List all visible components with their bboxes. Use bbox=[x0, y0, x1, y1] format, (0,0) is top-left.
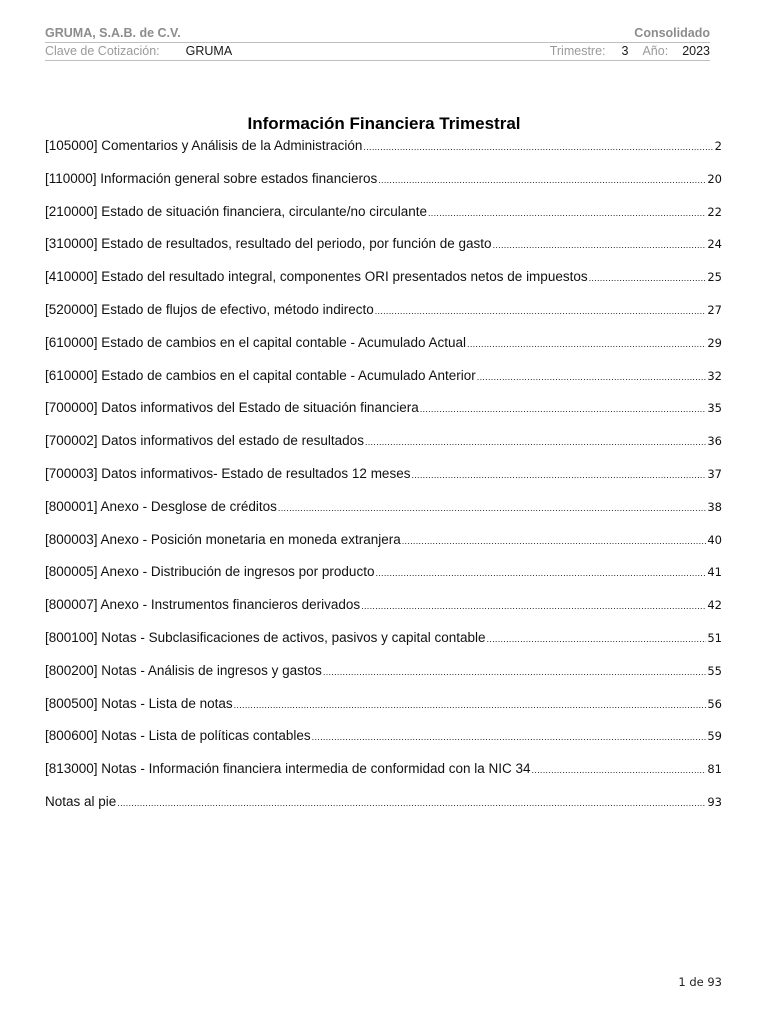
toc-entry-label[interactable]: [813000] Notas - Información financiera intermedia de conformidad con la NIC 34 bbox=[45, 761, 531, 777]
toc-entry-page[interactable]: 81 bbox=[707, 762, 722, 777]
toc-entry[interactable] bbox=[45, 761, 722, 794]
toc-entry-page[interactable]: 22 bbox=[707, 204, 722, 219]
toc-entry[interactable] bbox=[45, 400, 722, 433]
toc-dot-leader bbox=[361, 601, 706, 611]
toc-dot-leader bbox=[278, 503, 706, 513]
toc-entry-page[interactable]: 35 bbox=[707, 401, 722, 416]
toc-dot-leader bbox=[402, 536, 707, 546]
toc-entry-label[interactable]: [800500] Notas - Lista de notas bbox=[45, 695, 233, 711]
toc-dot-leader bbox=[234, 700, 707, 710]
toc-dot-leader bbox=[117, 798, 706, 808]
toc-entry[interactable] bbox=[45, 171, 722, 204]
toc-entry-label[interactable]: Notas al pie bbox=[45, 793, 117, 809]
toc-entry-page[interactable]: 38 bbox=[707, 499, 722, 514]
toc-entry[interactable] bbox=[45, 138, 722, 171]
toc-entry[interactable] bbox=[45, 302, 722, 335]
toc-entry[interactable] bbox=[45, 696, 722, 729]
document-title: Información Financiera Trimestral bbox=[247, 114, 521, 133]
year-value: 2023 bbox=[682, 44, 710, 58]
toc-entry[interactable] bbox=[45, 630, 722, 663]
toc-entry-label[interactable]: [210000] Estado de situación financiera, circulante/no circulante bbox=[45, 203, 427, 219]
toc-entry-label[interactable]: [800003] Anexo - Posición monetaria en moneda extranjera bbox=[45, 531, 401, 547]
ticker-label: Clave de Cotización: bbox=[45, 44, 160, 58]
toc-entry-page[interactable]: 27 bbox=[707, 302, 722, 317]
quarter-label: Trimestre: bbox=[549, 44, 606, 58]
toc-entry-label[interactable]: [800100] Notas - Subclasificaciones de activos, pasivos y capital contable bbox=[45, 629, 486, 645]
toc-entry-label[interactable]: [800200] Notas - Análisis de ingresos y gastos bbox=[45, 662, 322, 678]
toc-entry-label[interactable]: [520000] Estado de flujos de efectivo, método indirecto bbox=[45, 301, 374, 317]
toc-entry[interactable] bbox=[45, 564, 722, 597]
toc-entry-page[interactable]: 42 bbox=[707, 598, 722, 613]
toc-entry[interactable] bbox=[45, 663, 722, 696]
toc-dot-leader bbox=[420, 404, 707, 414]
toc-dot-leader bbox=[467, 339, 706, 349]
toc-entry-page[interactable]: 40 bbox=[707, 532, 722, 547]
toc-entry[interactable] bbox=[45, 204, 722, 237]
toc-entry[interactable] bbox=[45, 368, 722, 401]
table-of-contents bbox=[45, 138, 722, 827]
toc-entry-page[interactable]: 51 bbox=[707, 630, 722, 645]
toc-entry-page[interactable]: 56 bbox=[707, 696, 722, 711]
toc-entry-label[interactable]: [610000] Estado de cambios en el capital contable - Acumulado Anterior bbox=[45, 367, 476, 383]
toc-entry-page[interactable]: 2 bbox=[714, 139, 722, 153]
toc-entry-page[interactable]: 93 bbox=[707, 794, 722, 809]
toc-dot-leader bbox=[428, 208, 706, 218]
toc-entry-label[interactable]: [800001] Anexo - Desglose de créditos bbox=[45, 498, 277, 514]
toc-entry-label[interactable]: [110000] Información general sobre estados financieros bbox=[45, 170, 378, 186]
toc-dot-leader bbox=[411, 470, 706, 480]
toc-dot-leader bbox=[375, 306, 707, 316]
toc-entry-page[interactable]: 37 bbox=[707, 466, 722, 481]
toc-entry-label[interactable]: [610000] Estado de cambios en el capital contable - Acumulado Actual bbox=[45, 334, 467, 350]
toc-entry-page[interactable]: 20 bbox=[707, 171, 722, 186]
toc-entry-page[interactable]: 36 bbox=[707, 434, 722, 449]
toc-dot-leader bbox=[375, 568, 706, 578]
toc-entry-label[interactable]: [700003] Datos informativos- Estado de resultados 12 meses bbox=[45, 465, 411, 481]
toc-entry[interactable] bbox=[45, 433, 722, 466]
toc-dot-leader bbox=[493, 240, 707, 250]
toc-entry[interactable] bbox=[45, 236, 722, 269]
toc-entry-page[interactable]: 32 bbox=[707, 368, 722, 383]
toc-entry-page[interactable]: 25 bbox=[707, 270, 722, 285]
report-scope: Consolidado bbox=[634, 26, 710, 40]
toc-entry[interactable] bbox=[45, 597, 722, 630]
ticker-value: GRUMA bbox=[185, 44, 233, 58]
toc-dot-leader bbox=[363, 142, 713, 152]
toc-entry-label[interactable]: [800007] Anexo - Instrumentos financieros derivados bbox=[45, 597, 361, 613]
page-indicator: 1 de 93 bbox=[678, 975, 722, 989]
header-top-row bbox=[45, 26, 710, 42]
toc-entry-page[interactable]: 55 bbox=[707, 663, 722, 678]
toc-entry[interactable] bbox=[45, 335, 722, 368]
toc-entry[interactable] bbox=[45, 728, 722, 761]
toc-entry-label[interactable]: [800600] Notas - Lista de políticas contables bbox=[45, 728, 311, 744]
header-bottom-row bbox=[45, 42, 710, 61]
toc-entry[interactable] bbox=[45, 794, 722, 827]
toc-dot-leader bbox=[365, 437, 706, 447]
toc-entry-page[interactable]: 59 bbox=[707, 729, 722, 744]
toc-entry[interactable] bbox=[45, 269, 722, 302]
toc-dot-leader bbox=[378, 175, 706, 185]
toc-entry-label[interactable]: [310000] Estado de resultados, resultado del periodo, por función de gasto bbox=[45, 236, 492, 252]
toc-entry-page[interactable]: 41 bbox=[707, 565, 722, 580]
toc-dot-leader bbox=[532, 765, 707, 775]
toc-entry-label[interactable]: [105000] Comentarios y Análisis de la Administración bbox=[45, 138, 363, 153]
toc-entry[interactable] bbox=[45, 466, 722, 499]
ticker-block bbox=[45, 44, 232, 58]
toc-entry-label[interactable]: [800005] Anexo - Distribución de ingresos por producto bbox=[45, 564, 375, 580]
period-block bbox=[550, 44, 710, 58]
toc-entry[interactable] bbox=[45, 499, 722, 532]
toc-dot-leader bbox=[312, 732, 707, 742]
toc-entry-page[interactable]: 24 bbox=[707, 237, 722, 252]
toc-dot-leader bbox=[487, 634, 707, 644]
toc-dot-leader bbox=[589, 273, 707, 283]
toc-entry[interactable] bbox=[45, 532, 722, 565]
quarter-value: 3 bbox=[621, 44, 629, 58]
year-label: Año: bbox=[642, 44, 669, 58]
toc-dot-leader bbox=[323, 667, 706, 677]
toc-dot-leader bbox=[477, 372, 707, 382]
page-header bbox=[45, 26, 710, 61]
toc-entry-label[interactable]: [700000] Datos informativos del Estado de situación financiera bbox=[45, 400, 419, 416]
toc-entry-page[interactable]: 29 bbox=[707, 335, 722, 350]
company-name: GRUMA, S.A.B. de C.V. bbox=[45, 26, 181, 40]
toc-entry-label[interactable]: [410000] Estado del resultado integral, componentes ORI presentados netos de impuestos bbox=[45, 269, 588, 285]
toc-entry-label[interactable]: [700002] Datos informativos del estado de resultados bbox=[45, 433, 364, 449]
